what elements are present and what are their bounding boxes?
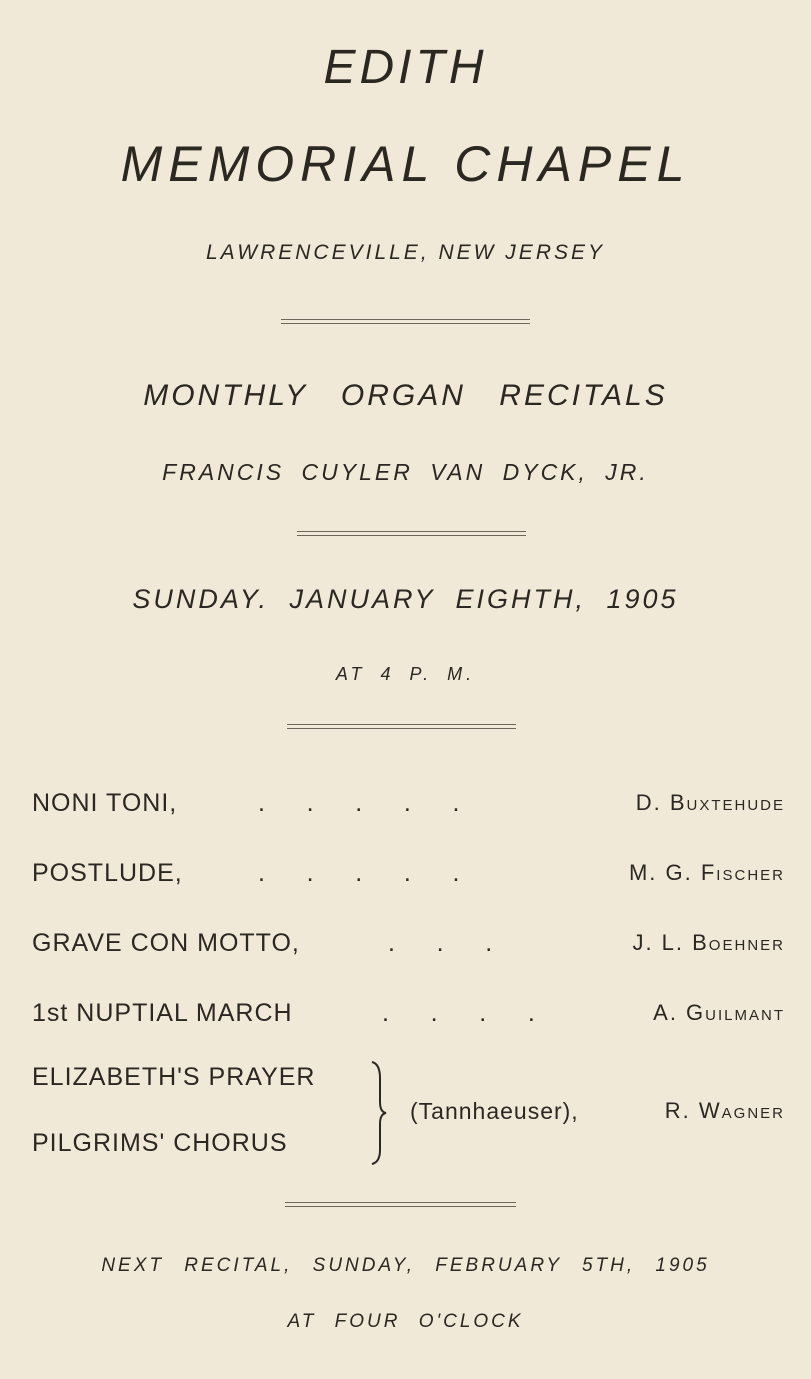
program-piece-title: NONI TONI, bbox=[32, 789, 178, 817]
divider bbox=[297, 531, 526, 536]
recital-date: SUNDAY. JANUARY EIGHTH, 1905 bbox=[132, 584, 679, 614]
program-piece-title: ELIZABETH'S PRAYER bbox=[32, 1063, 316, 1091]
next-recital-notice: NEXT RECITAL, SUNDAY, FEBRUARY 5TH, 1905 bbox=[101, 1255, 710, 1276]
leader-dots: . . . . . bbox=[258, 859, 460, 887]
leader-dots: . . . . . bbox=[258, 789, 460, 817]
organist-name: FRANCIS CUYLER VAN DYCK, JR. bbox=[162, 459, 649, 485]
program-composer: J. L. Boehner bbox=[632, 930, 785, 955]
leader-dots: . . . bbox=[388, 929, 493, 957]
divider bbox=[287, 724, 516, 729]
program-composer: A. Guilmant bbox=[653, 1000, 785, 1025]
next-recital-time: AT FOUR O'CLOCK bbox=[287, 1311, 524, 1332]
divider bbox=[281, 319, 530, 324]
program-piece-title: 1st NUPTIAL MARCH bbox=[32, 999, 293, 1027]
brace-icon bbox=[362, 1058, 402, 1168]
program-piece-title: POSTLUDE, bbox=[32, 859, 183, 887]
opera-name: (Tannhaeuser), bbox=[410, 1098, 579, 1124]
leader-dots: . . . . bbox=[382, 999, 535, 1027]
chapel-name-line2: MEMORIAL CHAPEL bbox=[120, 136, 691, 192]
program-composer: M. G. Fischer bbox=[628, 860, 785, 885]
recital-time: AT 4 P. M. bbox=[335, 664, 476, 684]
program-piece-title: GRAVE CON MOTTO, bbox=[32, 929, 300, 957]
program-composer: D. Buxtehude bbox=[635, 790, 785, 815]
series-title: MONTHLY ORGAN RECITALS bbox=[143, 379, 668, 412]
program-composer: R. Wagner bbox=[664, 1098, 785, 1123]
chapel-location: LAWRENCEVILLE, NEW JERSEY bbox=[205, 241, 606, 264]
chapel-name-line1: EDITH bbox=[323, 41, 488, 94]
divider bbox=[285, 1202, 516, 1207]
program-piece-title: PILGRIMS' CHORUS bbox=[32, 1129, 288, 1157]
